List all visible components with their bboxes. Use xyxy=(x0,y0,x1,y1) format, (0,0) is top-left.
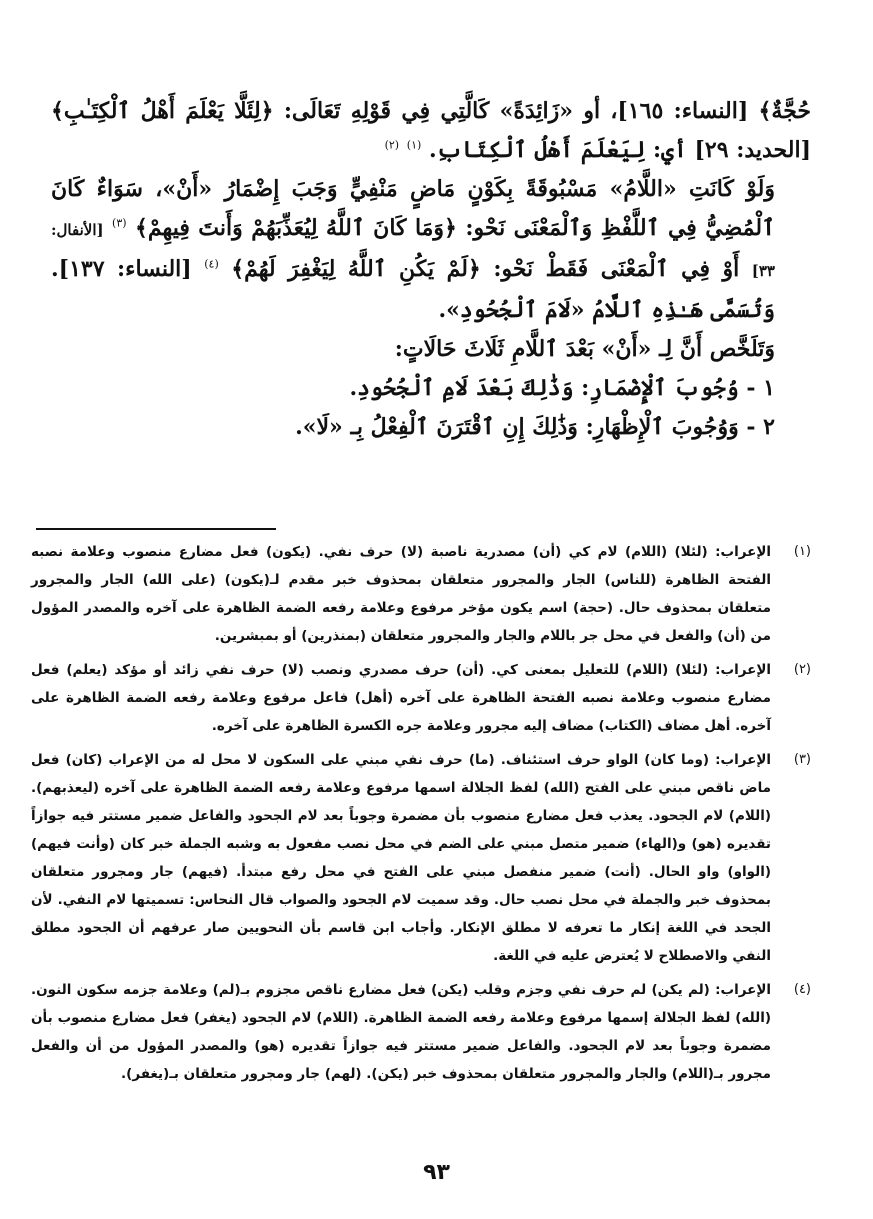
paragraph-3: وَتَلَخَّص أَنَّ لِـ «أَنْ» بَعْدَ ٱللَّامِ ثَلَاثَ حَالَاتٍ: xyxy=(394,336,775,362)
paragraph-2-continuation: أَوْ فِي ٱلْمَعْنَى فَقَطْ نَحْو: ﴿لَمْ يَكُنِ ٱللَّهُ لِيَغْفِرَ لَهُمْ﴾ xyxy=(231,256,740,282)
footnote-divider xyxy=(36,528,276,530)
main-text xyxy=(51,92,811,447)
footnote-number: (٤) xyxy=(793,982,811,997)
footnote-4 xyxy=(31,976,811,1088)
footnote-number: (٢) xyxy=(793,662,811,677)
paragraph-1 xyxy=(51,92,811,170)
list-item-1: ١ - وُجُوبَ ٱلْإِضْمَارِ: وَذَٰلِكَ بَعْدَ لَامِ ٱلْجُحُودِ. xyxy=(349,375,775,401)
footnote-text: الإعراب: (وما كان) الواو حرف استئناف. (ما) حرف نفي مبني على السكون لا محل له من الإعراب (كان) فعل ماض ناقص مبني على الفتح (الله) لفظ الجلالة اسمها مرفوع وعلامة رفعه الضمة الظاهرة على آخره (ليعذبهم). (اللام) لام الجحود. يعذب فعل مضارع منصوب بأن مضمرة وجوباً بعد لام الجحود والفاعل ضمير مستتر فيه جوازاً تقديره (هو) و(الهاء) ضمير متصل مبني على الضم في محل نصب مفعول به وشبه الجملة خبر كان (وأنت فيهم) (الواو) واو الحال. (أنت) ضمير منفصل مبني على الفتح في محل رفع مبتدأ. (فيهم) جار ومجرور متعلقان بمحذوف خبر والجملة في محل نصب حال. وقد سميت لام الجحود والصواب قال النحاس: تسميتها لام النفي. لأن الجحد في اللغة إنكار ما تعرفه لا مطلق الإنكار. وأجاب ابن قاسم بأن النحويين صار عرفهم أن الجحود مطلق النفي والاصطلاح لا يُعترض عليه في اللغة. xyxy=(31,752,771,964)
footnote-ref-3[interactable]: (٣) xyxy=(112,216,127,230)
list-item-2: ٢ - وَوُجُوبَ ٱلْإِظْهَارِ: وَذَٰلِكَ إِنِ ٱقْتَرَنَ ٱلْفِعْلُ بِـ «لَا». xyxy=(295,414,775,440)
footnote-text: الإعراب: (لئلا) (اللام) للتعليل بمعنى كي. (أن) حرف مصدري ونصب (لا) حرف نفي زائد أو مؤكد (يعلم) فعل مضارع منصوب وعلامة نصبه الفتحة الظاهرة على آخره (أهل) فاعل مرفوع وعلامة رفعه الضمة الظاهرة على آخره. أهل مضاف (الكتاب) مضاف إليه مجرور وعلامة جره الكسرة الظاهرة على آخره. xyxy=(31,662,771,734)
footnote-ref-2[interactable]: (٢) xyxy=(384,138,400,152)
paragraph-2-text: وَلَوْ كَانَتِ «اللَّامُ» مَسْبُوقَةً بِكَوْنٍ مَاضٍ مَنْفِيٍّ وَجَبَ إِضْمَارُ «أَنْ»، سَوَاءٌ كَانَ ٱلْمُضِيُّ فِي ٱللَّفْظِ وَٱلْمَعْنَى نَحْو: ﴿وَمَا كَانَ ٱللَّهُ لِيُعَذِّبَهُمْ وَأَنتَ فِيهِمْ﴾ xyxy=(51,176,775,241)
footnote-ref-4[interactable]: (٤) xyxy=(204,257,219,271)
footnote-number: (١) xyxy=(793,544,811,559)
footnote-number: (٣) xyxy=(793,752,811,767)
footnote-3 xyxy=(31,746,811,970)
footnotes xyxy=(31,538,811,1094)
quran-citation-anfal: [الأنفال: ٣٣] xyxy=(51,221,775,280)
paragraph-2 xyxy=(51,170,811,330)
footnote-text: الإعراب: (لم يكن) لم حرف نفي وجزم وقلب (يكن) فعل مضارع ناقص مجزوم بـ(لم) وعلامة جزمه سكون النون. (الله) لفظ الجلالة إسمها مرفوع وعلامة رفعه الضمة الظاهرة. (اللام) لام الجحود (يغفر) فعل مضارع منصوب بأن مضمرة وجوباً بعد لام الجحود. والفاعل ضمير مستتر فيه جوازاً تقديره (هو) والمصدر المؤول من أن والفعل مجرور بـ(اللام) والجار والمجرور متعلقان بمحذوف خبر (يكن). (لهم) جار ومجرور متعلقان بـ(يغفر). xyxy=(31,982,771,1082)
footnote-2 xyxy=(31,656,811,740)
paragraph-2-end: [النساء: ١٣٧]. وَتُسَمَّى هَـٰذِهِ ٱللَّامُ «لَامَ ٱلْجُحُودِ». xyxy=(51,256,775,323)
footnote-text: الإعراب: (لئلا) (اللام) لام كي (أن) مصدرية ناصبة (لا) حرف نفي. (يكون) فعل مضارع منصوب وعلامة نصبه الفتحة الظاهرة (للناس) الجار والمجرور متعلقان بمحذوف خبر مقدم لـ(يكون) (على الله) الجار والمجرور متعلقان بمحذوف حال. (حجة) اسم يكون مؤخر مرفوع وعلامة رفعه الضمة الظاهرة على آخره والمصدر المؤول من (أن) والفعل في محل جر باللام والجار والمجرور متعلقان (بمنذرين) أو بمبشرين. xyxy=(31,544,771,644)
footnote-ref-1[interactable]: (١) xyxy=(406,138,422,152)
paragraph-1-text: حُجَّةٌ﴾ [النساء: ١٦٥]، أو «زَائِدَةً» كَالَّتِي فِي قَوْلِهِ تَعَالَى: ﴿لِئَلَّا يَعْلَمَ أَهْلُ ٱلْكِتَـٰبِ﴾ [الحديد: ٢٩] أي: لِيَعْلَمَ أَهْلُ ٱلْكِتَابِ. xyxy=(51,98,811,163)
footnote-1 xyxy=(31,538,811,650)
page-number: ٩٣ xyxy=(423,1160,450,1185)
